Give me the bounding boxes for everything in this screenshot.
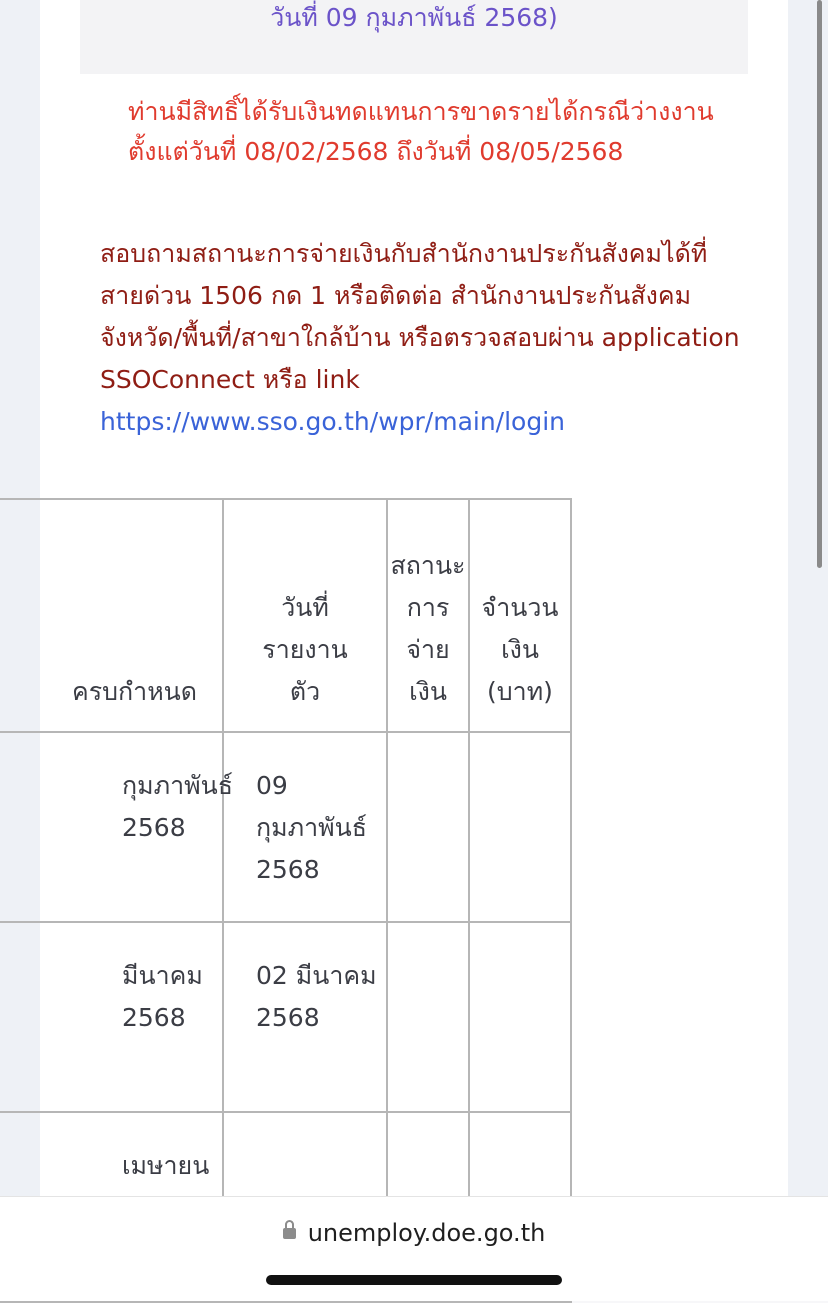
cell-amount <box>469 922 571 1112</box>
table-header-row <box>0 499 571 732</box>
header-report-date: วันที่รายงานตัว <box>223 499 387 732</box>
inquiry-message <box>100 233 740 443</box>
header-due: ครบกำหนด <box>0 499 223 732</box>
url-text: unemploy.doe.go.th <box>307 1219 546 1247</box>
home-indicator[interactable] <box>266 1275 562 1285</box>
cell-amount <box>469 732 571 922</box>
scrollbar-thumb[interactable] <box>817 0 822 568</box>
table-row <box>0 922 571 1112</box>
entitlement-message: ท่านมีสิทธิ์ได้รับเงินทดแทนการขาดรายได้กรณีว่างงาน ตั้งแต่วันที่ 08/02/2568 ถึงวันที่ 08/05/2568 <box>128 97 714 166</box>
cell-report-date: 02 มีนาคม 2568 <box>223 922 387 1112</box>
main-content <box>40 0 788 1196</box>
cell-status <box>387 732 469 922</box>
lock-icon <box>283 1228 296 1239</box>
table-row <box>0 732 571 922</box>
header-amount: จำนวนเงิน (บาท) <box>469 499 571 732</box>
cell-due: เมษายน <box>0 1112 223 1302</box>
payment-table <box>0 498 572 1303</box>
cell-report-date: 09 กุมภาพันธ์ 2568 <box>223 732 387 922</box>
page-margin-right <box>788 0 828 1196</box>
cell-due: กุมภาพันธ์ 2568 <box>0 732 223 922</box>
browser-address-bar <box>0 1196 828 1301</box>
sso-login-link[interactable]: https://www.sso.go.th/wpr/main/login <box>100 407 566 436</box>
cell-due: มีนาคม 2568 <box>0 922 223 1112</box>
url-display[interactable] <box>0 1219 828 1247</box>
previous-notice-box <box>80 0 748 74</box>
cell-status <box>387 922 469 1112</box>
payment-table-scroll[interactable] <box>72 498 708 1218</box>
header-payment-status: สถานะการจ่ายเงิน <box>387 499 469 732</box>
inquiry-text: สอบถามสถานะการจ่ายเงินกับสำนักงานประกันสังคมได้ที่สายด่วน 1506 กด 1 หรือติดต่อ สำนักงานประกันสังคมจังหวัด/พื้นที่/สาขาใกล้บ้าน หรือตรวจสอบผ่าน application SSOConnect หรือ link <box>100 239 740 394</box>
previous-notice-text: วันที่ 09 กุมภาพันธ์ 2568) <box>270 3 558 32</box>
